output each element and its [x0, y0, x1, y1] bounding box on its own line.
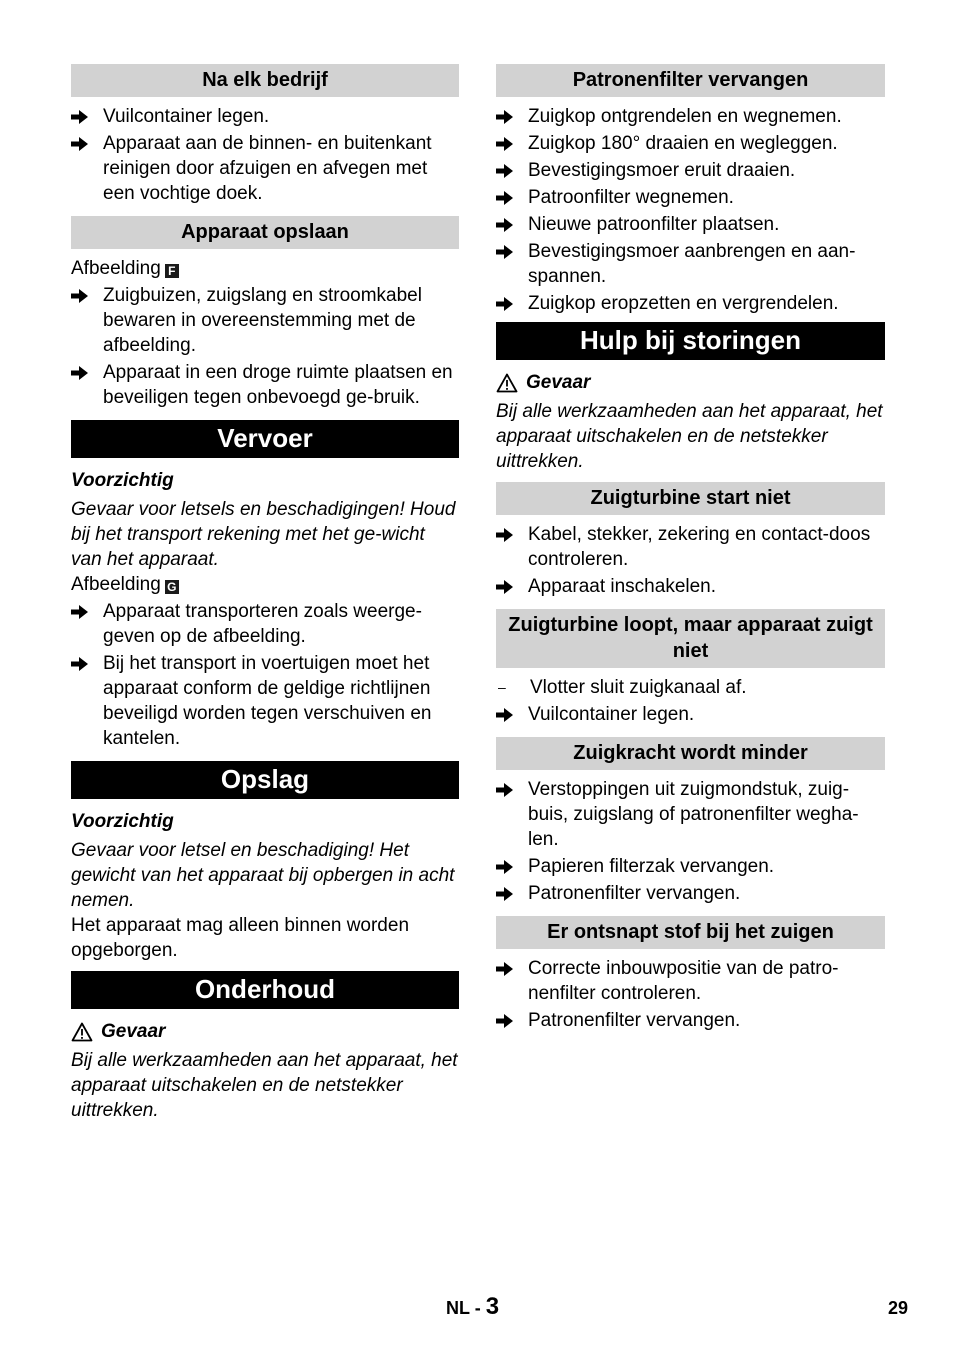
- caution-text: Gevaar voor letsels en beschadigingen! Houd bij het transport rekening met het ge-wicht van het apparaat.: [71, 499, 456, 570]
- arrow-right-icon: [496, 881, 528, 906]
- figure-reference: Afbeelding F: [71, 256, 459, 281]
- list-item: Patroonfilter wegnemen.: [496, 185, 885, 210]
- list-apparaat-opslaan: [71, 283, 459, 410]
- arrow-right-icon: [496, 1008, 528, 1033]
- list-item: Bevestigingsmoer aanbrengen en aan-spannen.: [496, 239, 885, 289]
- list-item: Apparaat transporteren zoals weerge-geven op de afbeelding.: [71, 599, 459, 649]
- list-item: Nieuwe patroonfilter plaatsen.: [496, 212, 885, 237]
- list-item: Apparaat inschakelen.: [496, 574, 885, 599]
- heading-hulp-bij-storingen: Hulp bij storingen: [496, 322, 885, 360]
- warning-triangle-icon: [496, 373, 518, 393]
- danger-text: Bij alle werkzaamheden aan het apparaat, het apparaat uitschakelen en de netstekker uittrekken.: [71, 1050, 458, 1121]
- heading-er-ontsnapt-stof: Er ontsnapt stof bij het zuigen: [496, 916, 885, 949]
- heading-onderhoud: Onderhoud: [71, 971, 459, 1009]
- list-item: Patronenfilter vervangen.: [496, 881, 885, 906]
- figure-letter-badge: F: [165, 264, 179, 278]
- list-item: Vuilcontainer legen.: [496, 702, 885, 727]
- list-item: Zuigkop eropzetten en vergrendelen.: [496, 291, 885, 316]
- storage-note: Het apparaat mag alleen binnen worden opgeborgen.: [71, 915, 410, 961]
- list-item: Patronenfilter vervangen.: [496, 1008, 885, 1033]
- arrow-right-icon: [71, 104, 103, 129]
- warning-triangle-icon: [71, 1022, 93, 1042]
- left-column: [71, 64, 459, 1123]
- caution-title: Voorzichtig: [71, 470, 174, 491]
- list-item: Apparaat in een droge ruimte plaatsen en beveiligen tegen onbevoegd ge-bruik.: [71, 360, 459, 410]
- list-item: Correcte inbouwpositie van de patro-nenfilter controleren.: [496, 956, 885, 1006]
- list-patronenfilter: [496, 104, 885, 316]
- caution-text: Gevaar voor letsel en beschadiging! Het gewicht van het apparaat bij opbergen in acht nemen.: [71, 840, 455, 911]
- arrow-right-icon: [71, 283, 103, 308]
- list-zuigt-niet: [496, 675, 885, 727]
- arrow-right-icon: [496, 185, 528, 210]
- right-column: [496, 64, 885, 1035]
- list-stof: [496, 956, 885, 1033]
- arrow-right-icon: [496, 574, 528, 599]
- figure-reference: Afbeelding G: [71, 572, 459, 597]
- arrow-right-icon: [71, 131, 103, 156]
- arrow-right-icon: [496, 131, 528, 156]
- list-item: Apparaat aan de binnen- en buitenkant reinigen door afzuigen en afvegen met een vochtige doek.: [71, 131, 459, 206]
- arrow-right-icon: [496, 854, 528, 879]
- heading-vervoer: Vervoer: [71, 420, 459, 458]
- list-item: Zuigbuizen, zuigslang en stroomkabel bewaren in overeenstemming met de afbeelding.: [71, 283, 459, 358]
- arrow-right-icon: [496, 522, 528, 547]
- heading-patronenfilter-vervangen: Patronenfilter vervangen: [496, 64, 885, 97]
- list-item: Vuilcontainer legen.: [71, 104, 459, 129]
- list-item: Kabel, stekker, zekering en contact-doos controleren.: [496, 522, 885, 572]
- list-start-niet: [496, 522, 885, 599]
- arrow-right-icon: [496, 777, 528, 802]
- arrow-right-icon: [71, 599, 103, 624]
- list-na-elk-bedrijf: [71, 104, 459, 206]
- list-item: Papieren filterzak vervangen.: [496, 854, 885, 879]
- list-item: Bevestigingsmoer eruit draaien.: [496, 158, 885, 183]
- heading-opslag: Opslag: [71, 761, 459, 799]
- danger-title: Gevaar: [496, 370, 885, 395]
- heading-zuigturbine-start-niet: Zuigturbine start niet: [496, 482, 885, 515]
- list-item: Zuigkop 180° draaien en wegleggen.: [496, 131, 885, 156]
- caution-title: Voorzichtig: [71, 811, 174, 832]
- arrow-right-icon: [496, 239, 528, 264]
- list-item: Zuigkop ontgrendelen en wegnemen.: [496, 104, 885, 129]
- arrow-right-icon: [496, 956, 528, 981]
- list-vervoer: [71, 599, 459, 751]
- heading-zuigkracht-wordt-minder: Zuigkracht wordt minder: [496, 737, 885, 770]
- heading-zuigturbine-loopt: Zuigturbine loopt, maar apparaat zuigt niet: [496, 609, 885, 668]
- danger-title: Gevaar: [71, 1019, 459, 1044]
- footer-section-code: NL - 3: [446, 1293, 500, 1320]
- dash-bullet-icon: –: [498, 679, 506, 695]
- figure-letter-badge: G: [165, 580, 179, 594]
- arrow-right-icon: [71, 360, 103, 385]
- heading-apparaat-opslaan: Apparaat opslaan: [71, 216, 459, 249]
- page-number: 29: [888, 1298, 909, 1318]
- heading-na-elk-bedrijf: Na elk bedrijf: [71, 64, 459, 97]
- arrow-right-icon: [496, 104, 528, 129]
- arrow-right-icon: [496, 158, 528, 183]
- arrow-right-icon: [496, 212, 528, 237]
- arrow-right-icon: [71, 651, 103, 676]
- list-item: Bij het transport in voertuigen moet het apparaat conform de geldige richtlijnen beveiligd worden tegen verschuiven en kantelen.: [71, 651, 459, 751]
- arrow-right-icon: [496, 291, 528, 316]
- arrow-right-icon: [496, 702, 528, 727]
- list-item: – Vlotter sluit zuigkanaal af.: [498, 677, 747, 698]
- list-item: Verstoppingen uit zuigmondstuk, zuig-buis, zuigslang of patronenfilter wegha-len.: [496, 777, 885, 852]
- list-minder: [496, 777, 885, 906]
- danger-text: Bij alle werkzaamheden aan het apparaat, het apparaat uitschakelen en de netstekker uittrekken.: [496, 401, 883, 472]
